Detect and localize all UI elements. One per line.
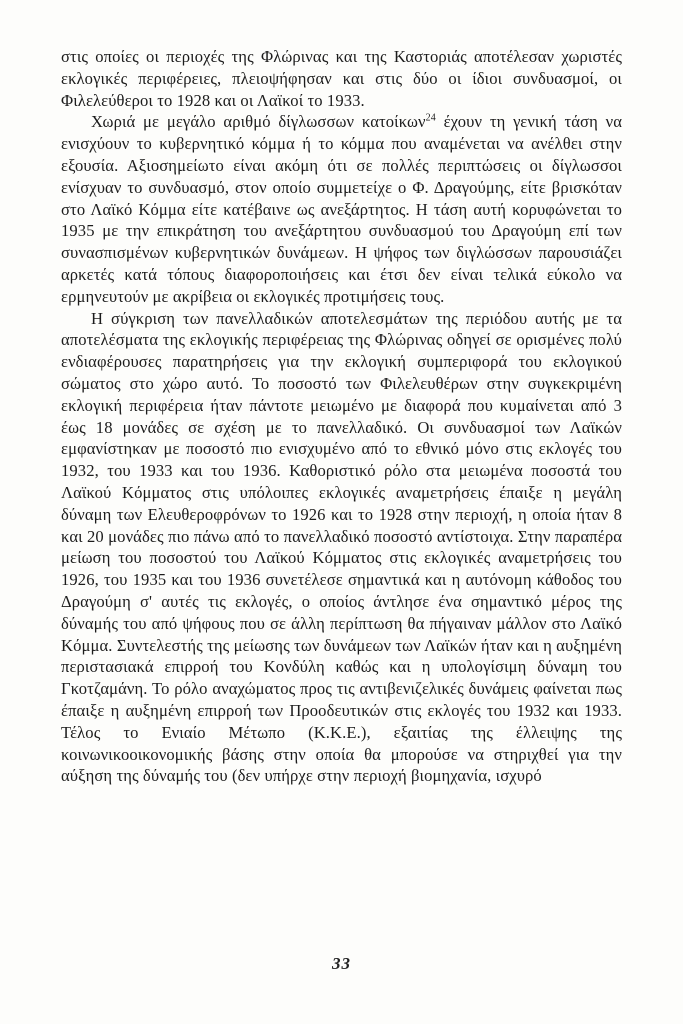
paragraph-text: στις οποίες οι περιοχές της Φλώρινας και της Καστοριάς αποτέλεσαν χωριστές εκλογικές περιφέρειες, πλειοψήφησαν και στις δύο οι ίδιοι συνδυασμοί, οι Φιλελεύθεροι το 1928 και οι Λαϊκοί το 1933. — [61, 47, 622, 110]
text-block — [61, 46, 622, 787]
page-number: 33 — [332, 954, 351, 973]
paragraph — [61, 308, 622, 788]
paragraph-text: Χωριά με μεγάλο αριθμό δίγλωσσων κατοίκων — [91, 112, 426, 132]
paragraph — [61, 46, 622, 111]
paragraph-text: έχουν τη γενική τάση να ενισχύουν το κυβερνητικό κόμμα ή το κόμμα που αναμένεται να ανέλθει στην εξουσία. Αξιοσημείωτο είναι ακόμη ότι σε πολλές περιπτώσεις οι δίγλωσσοι ενίσχυαν το συνδυασμό, στον οποίο συμμετείχε ο Φ. Δραγούμης, είτε βρισκόταν στο Λαϊκό Κόμμα είτε κατέβαινε ως ανεξάρτητος. Η τάση αυτή κορυφώνεται το 1935 με την επικράτηση του ανεξάρτητου συνδυασμού του Δραγούμη επί των συνασπισμένων κυβερνητικών δυνάμεων. Η ψήφος των διγλώσσων παρουσιάζει αρκετές κατά τόπους διαφοροποιήσεις και έτσι δεν είναι τελικά εύκολο να ερμηνευτούν με ακρίβεια οι εκλογικές προτιμήσεις τους. — [61, 112, 622, 306]
paragraph-text: Η σύγκριση των πανελλαδικών αποτελεσμάτων της περιόδου αυτής με τα αποτελέσματα της εκλογικής περιφέρειας της Φλώρινας οδηγεί σε ορισμένες πολύ ενδιαφέρουσες παρατηρήσεις για την εκλογική συμπεριφορά του εκλογικού σώματος στο χώρο αυτό. Το ποσοστό των Φιλελευθέρων στην συγκεκριμένη εκλογική περιφέρεια ήταν πάντοτε μειωμένο με διαφορά που κυμαίνεται από 3 έως 18 μονάδες σε σχέση με το πανελλαδικό. Οι συνδυασμοί των Λαϊκών εμφανίστηκαν με ποσοστό πιο ενισχυμένο από το εθνικό μόνο στις εκλογές του 1932, του 1933 και του 1936. Καθοριστικό ρόλο στα μειωμένα ποσοστά του Λαϊκού Κόμματος στις υπόλοιπες εκλογικές αναμετρήσεις έπαιξε η μεγάλη δύναμη των Ελευθεροφρόνων το 1926 και το 1928 στην περιοχή, η οποία ήταν 8 και 20 μονάδες πιο πάνω από το πανελλαδικό ποσοστό αντίστοιχα. Στην παραπέρα μείωση του ποσοστού του Λαϊκού Κόμματος στις εκλογικές αναμετρήσεις του 1926, του 1935 και του 1936 συνετέλεσε σημαντικά και η αυτόνομη κάθοδος του Δραγούμη σ' αυτές τις εκλογές, ο οποίος άντλησε ένα σημαντικό μέρος της δύναμής του από ψήφους που σε άλλη περίπτωση θα πήγαιναν μάλλον στο Λαϊκό Κόμμα. Συντελεστής της μείωσης των δυνάμεων των Λαϊκών ήταν και η αυξημένη περιστασιακά επιρροή του Κονδύλη καθώς και η υπολογίσιμη δύναμη του Γκοτζαμάνη. Το ρόλο αναχώματος προς τις αντιβενιζελικές δυνάμεις φαίνεται πως έπαιξε η αυξημένη επιρροή των Προοδευτικών στις εκλογές του 1932 και 1933. Τέλος το Ενιαίο Μέτωπο (Κ.Κ.Ε.), εξαιτίας της έλλειψης της κοινωνικοοικονομικής βάσης στην οποία θα μπορούσε να στηριχθεί για την αύξηση της δύναμής του (δεν υπήρχε στην περιοχή βιομηχανία, ισχυρό — [61, 308, 622, 786]
paragraph — [61, 111, 622, 307]
footnote-marker: 24 — [425, 112, 436, 124]
